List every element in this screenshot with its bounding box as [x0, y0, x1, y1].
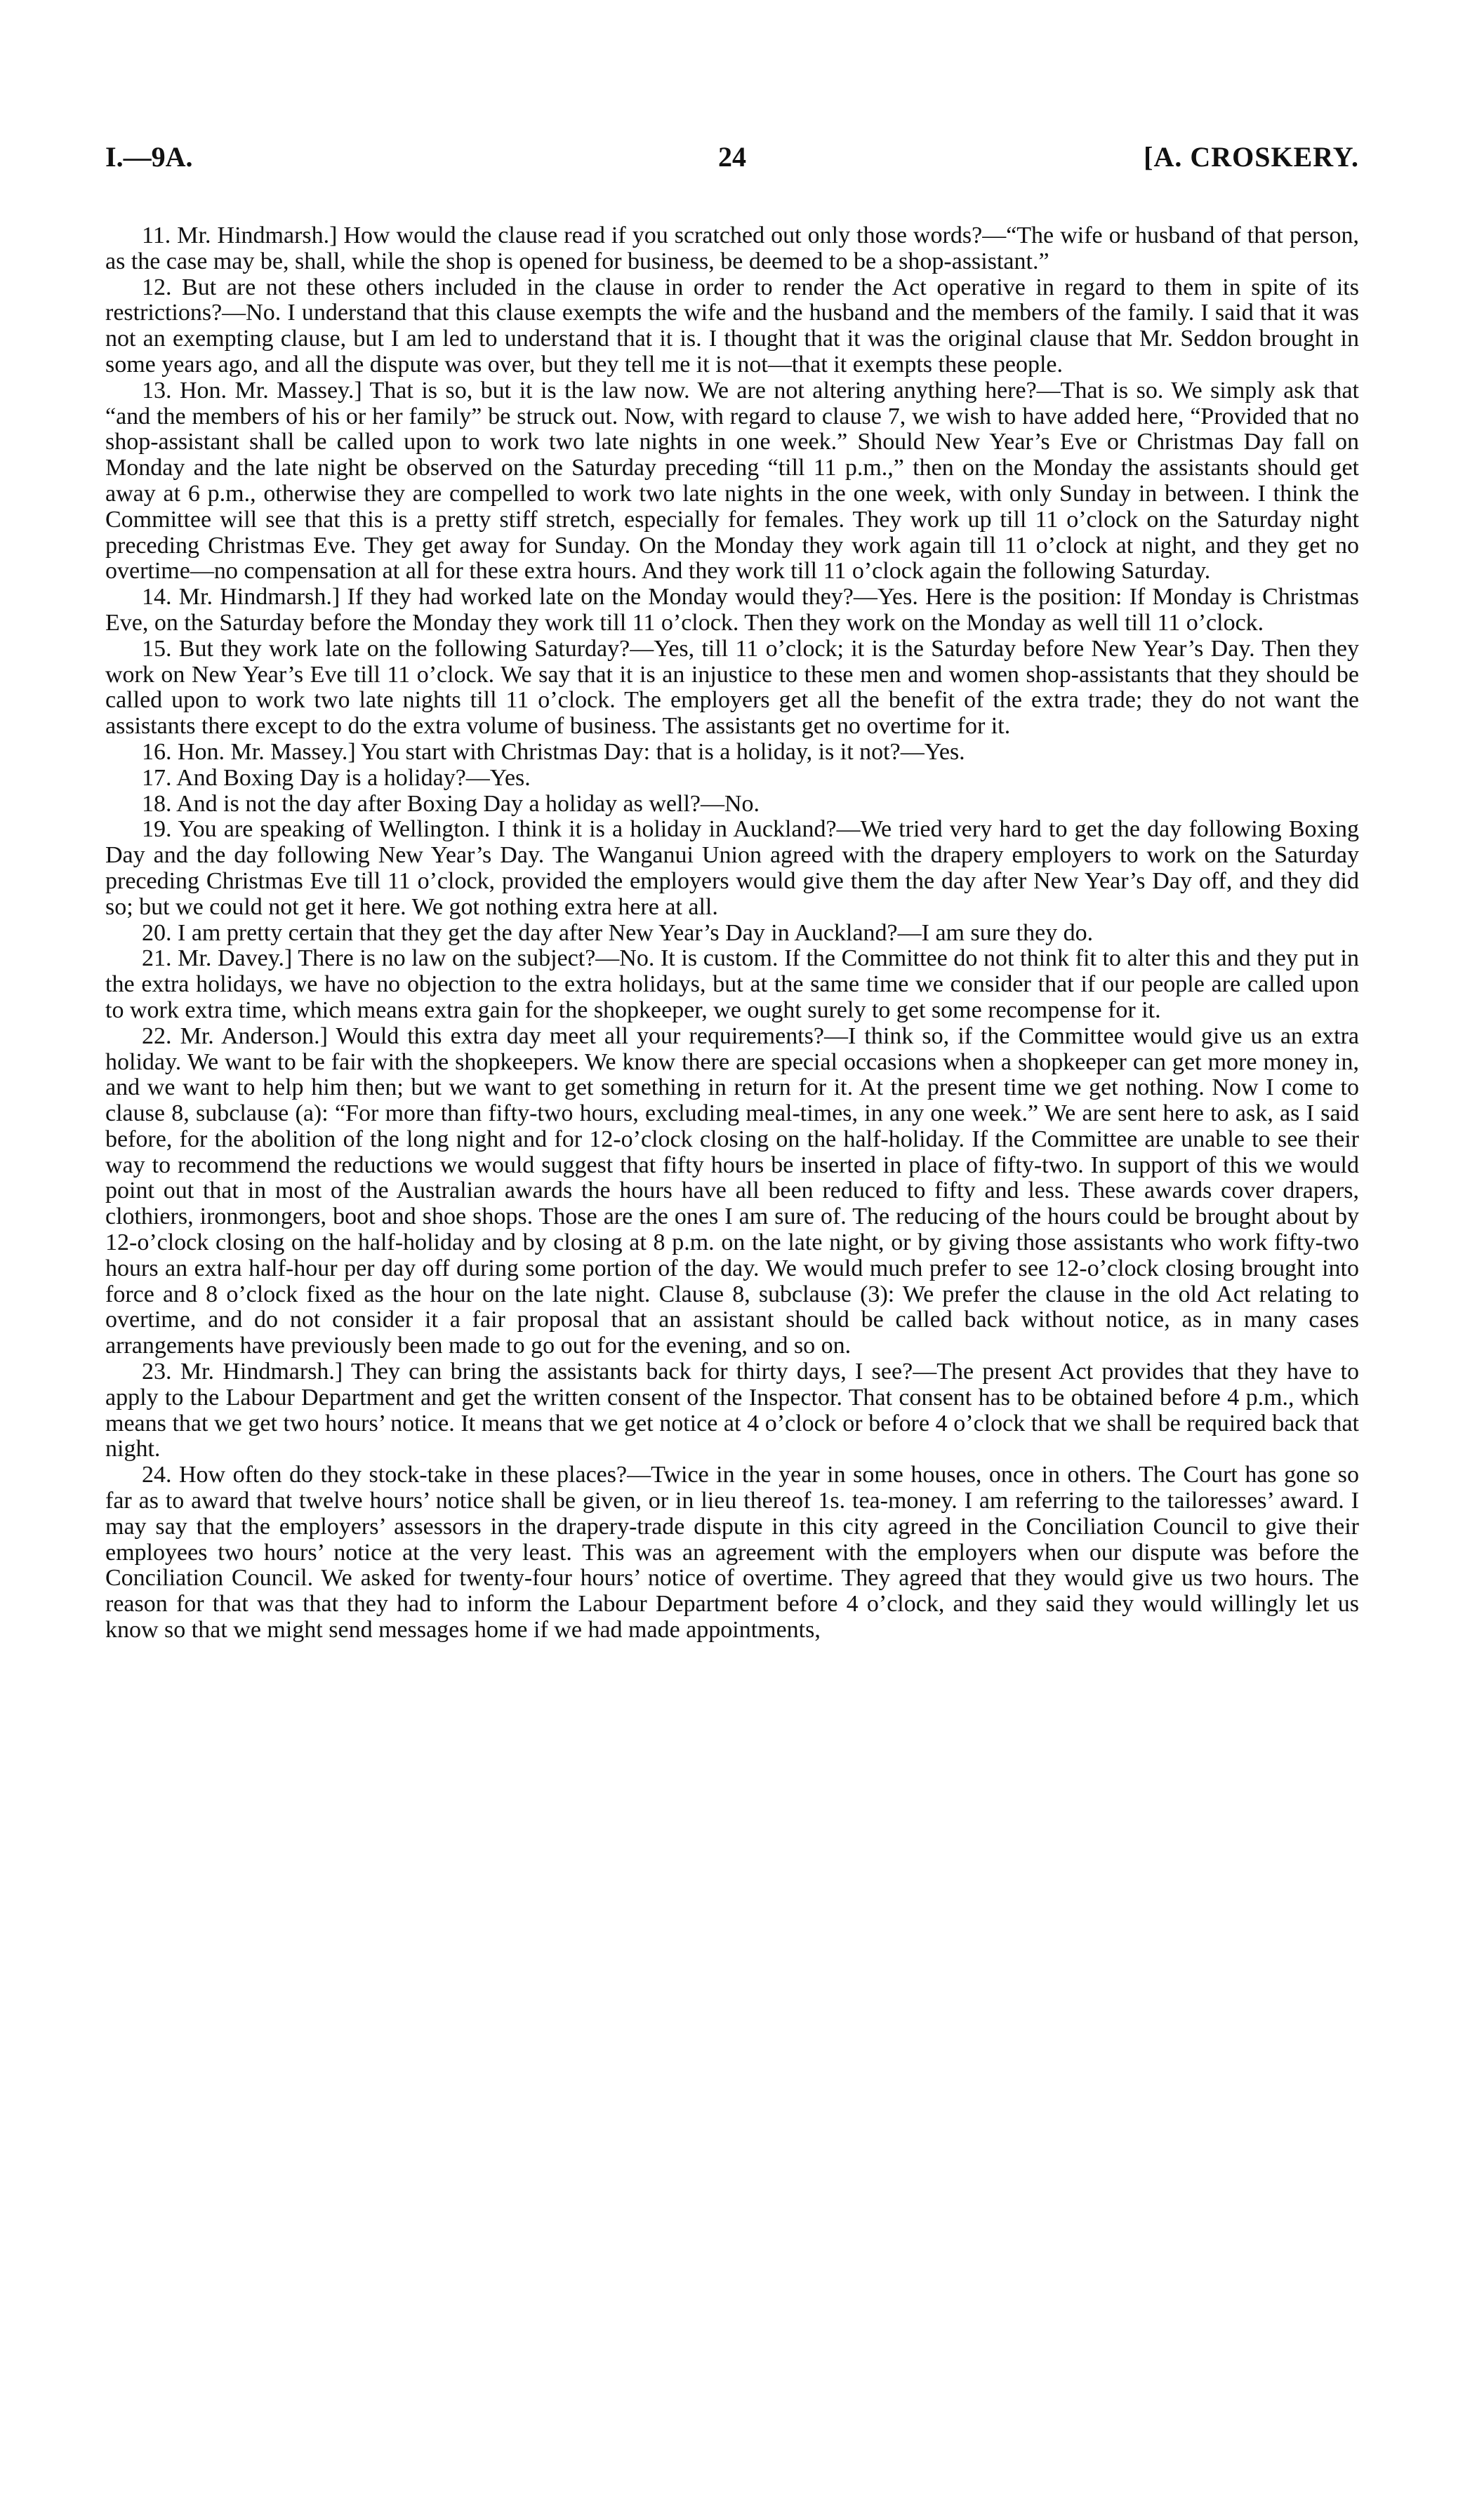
paragraph-18: 18. And is not the day after Boxing Day a holiday as well?—No.	[142, 790, 760, 817]
document-page	[105, 140, 1359, 1644]
paragraph-11: 11. Mr. Hindmarsh.] How would the clause read if you scratched out only those words?—“The wife or husband of that person, as the case may be, shall, while the shop is opened for business, be deemed to be a shop-assistant.”	[105, 222, 1359, 274]
paragraph-24: 24. How often do they stock-take in these places?—Twice in the year in some houses, once in others. The Court has gone so far as to award that twelve hours’ notice shall be given, or in lieu thereof 1s. tea-money. I am referring to the tailoresses’ award. I may say that the employers’ assessors in the drapery-trade dispute in this city agreed in the Conciliation Council to give their employees two hours’ notice at the very least. This was an agreement with the employers when our dispute was before the Conciliation Council. We asked for twenty-four hours’ notice of overtime. They agreed that they would give us two hours. The reason for that was that they had to inform the Labour Department before 4 o’clock, and they said they would willingly let us know so that we might send messages home if we had made appointments,	[105, 1462, 1359, 1644]
paragraph-16: 16. Hon. Mr. Massey.] You start with Christmas Day: that is a holiday, is it not?—Yes.	[142, 738, 965, 765]
paragraph-13: 13. Hon. Mr. Massey.] That is so, but it is the law now. We are not altering anything here?—That is so. We simply ask that “and the members of his or her family” be struck out. Now, with regard to clause 7, we wish to have added here, “Provided that no shop-assistant shall be called upon to work two late nights in one week.” Should New Year’s Eve or Christmas Day fall on Monday and the late night be observed on the Saturday preceding “till 11 p.m.,” then on the Monday the assistants should get away at 6 p.m., otherwise they are compelled to work two late nights in the one week, with only Sunday in between. I think the Committee will see that this is a pretty stiff stretch, especially for females. They work up till 11 o’clock on the Saturday night preceding Christmas Eve. They get away for Sunday. On the Monday they work again till 11 o’clock at night, and they get no overtime—no compensation at all for these extra hours. And they work till 11 o’clock again the following Saturday.	[105, 377, 1359, 585]
document-body	[105, 223, 1359, 1644]
paragraph-22: 22. Mr. Anderson.] Would this extra day meet all your requirements?—I think so, if the Committee would give us an extra holiday. We want to be fair with the shopkeepers. We know there are special occasions when a shopkeeper can get more money in, and we want to help him then; but we want to get something in return for it. At the present time we get nothing. Now I come to clause 8, subclause (a): “For more than fifty-two hours, excluding meal-times, in any one week.” We are sent here to ask, as I said before, for the abolition of the long night and for 12-o’clock closing on the half-holiday. If the Committee are unable to see their way to recommend the reductions we would suggest that fifty hours be inserted in place of fifty-two. In support of this we would point out that in most of the Australian awards the hours have all been reduced to fifty and less. These awards cover drapers, clothiers, ironmongers, boot and shoe shops. Those are the ones I am sure of. The reducing of the hours could be brought about by 12-o’clock closing on the half-holiday and by closing at 8 p.m. on the late night, or by giving those assistants who work fifty-two hours an extra half-hour per day off during some portion of the day. We would much prefer to see 12-o’clock closing brought into force and 8 o’clock fixed as the hour on the late night. Clause 8, subclause (3): We prefer the clause in the old Act relating to overtime, and do not consider it a fair proposal that an assistant should be called back without notice, as in many cases arrangements have previously been made to go out for the evening, and so on.	[105, 1022, 1359, 1359]
paragraph-12: 12. But are not these others included in the clause in order to render the Act operative in regard to them in spite of its restrictions?—No. I understand that this clause exempts the wife and the husband and the members of the family. I said that it was not an exempting clause, but I am led to understand that it is. I thought that it was the original clause that Mr. Seddon brought in some years ago, and all the dispute was over, but they tell me it is not—that it exempts these people.	[105, 274, 1359, 378]
page-header	[105, 140, 1359, 182]
paragraph-21: 21. Mr. Davey.] There is no law on the subject?—No. It is custom. If the Committee do not think fit to alter this and they put in the extra holidays, we have no objection to the extra holidays, but at the same time we consider that if our people are called upon to work extra time, which means extra gain for the shopkeeper, we ought surely to get some recompense for it.	[105, 945, 1359, 1023]
paragraph-19: 19. You are speaking of Wellington. I think it is a holiday in Auckland?—We tried very hard to get the day following Boxing Day and the day following New Year’s Day. The Wanganui Union agreed with the drapery employers to work on the Saturday preceding Christmas Eve till 11 o’clock, provided the employers would give them the day after New Year’s Day off, and they did so; but we could not get it here. We got nothing extra here at all.	[105, 816, 1359, 920]
paragraph-17: 17. And Boxing Day is a holiday?—Yes.	[142, 764, 531, 791]
page-number: 24	[718, 141, 746, 173]
paper-reference: I.—9A.	[105, 141, 193, 173]
paragraph-20: 20. I am pretty certain that they get the day after New Year’s Day in Auckland?—I am sure they do.	[142, 919, 1094, 946]
paragraph-23: 23. Mr. Hindmarsh.] They can bring the assistants back for thirty days, I see?—The present Act provides that they have to apply to the Labour Department and get the written consent of the Inspector. That consent has to be obtained before 4 p.m., which means that we get two hours’ notice. It means that we get notice at 4 o’clock or before 4 o’clock that we shall be required back that night.	[105, 1359, 1359, 1462]
paragraph-14: 14. Mr. Hindmarsh.] If they had worked late on the Monday would they?—Yes. Here is the position: If Monday is Christmas Eve, on the Saturday before the Monday they work till 11 o’clock. Then they work on the Monday as well till 11 o’clock.	[105, 584, 1359, 636]
paragraph-15: 15. But they work late on the following Saturday?—Yes, till 11 o’clock; it is the Saturday before New Year’s Day. Then they work on New Year’s Eve till 11 o’clock. We say that it is an injustice to these men and women shop-assistants that they should be called upon to work two late nights till 11 o’clock. The employers get all the benefit of the extra trade; they do not want the assistants there except to do the extra volume of business. The assistants get no overtime for it.	[105, 635, 1359, 740]
witness-name: [A. CROSKERY.	[1144, 141, 1359, 173]
